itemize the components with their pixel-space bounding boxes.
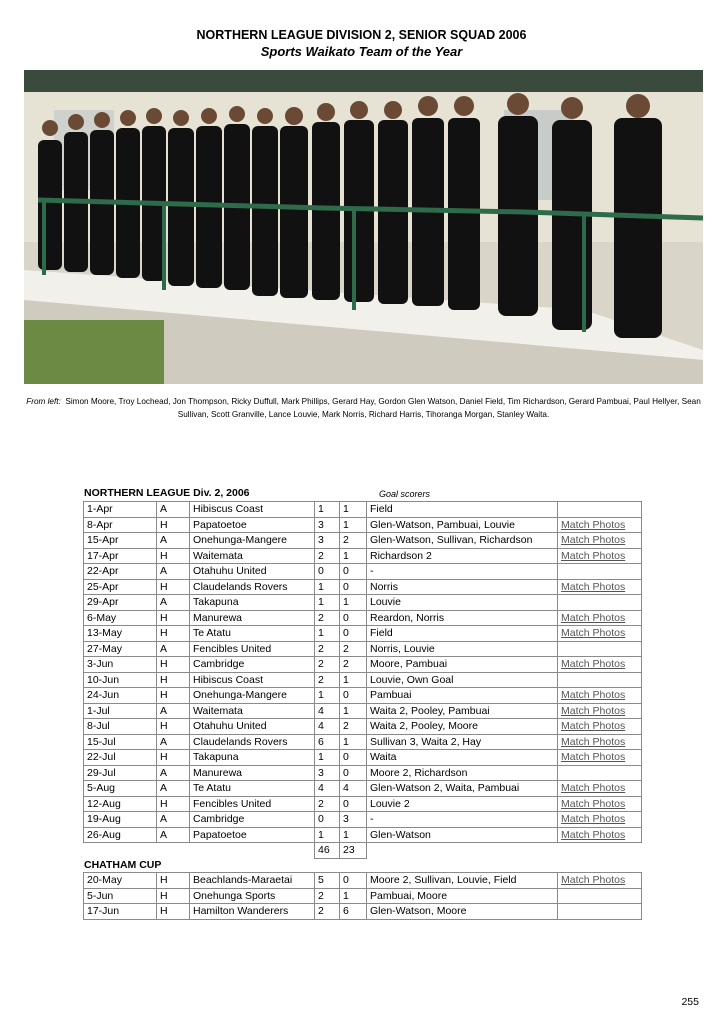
opponent-cell: Te Atatu [190,626,315,642]
empty-cell [84,843,157,859]
goals-against-cell: 0 [340,688,367,704]
venue-cell: A [157,781,190,797]
venue-cell: H [157,672,190,688]
opponent-cell: Papatoetoe [190,517,315,533]
match-row [84,641,642,657]
photos-link[interactable]: Match Photos [558,719,642,735]
scorers-cell: Richardson 2 [367,548,558,564]
goals-for-cell: 2 [315,548,340,564]
scorers-cell: Louvie, Own Goal [367,672,558,688]
goals-against-cell: 2 [340,641,367,657]
date-cell: 8-Jul [84,719,157,735]
date-cell: 29-Apr [84,595,157,611]
scorers-cell: Louvie [367,595,558,611]
goals-for-cell: 2 [315,904,340,920]
goals-against-cell: 0 [340,873,367,889]
photos-link [558,641,642,657]
goals-for-cell: 3 [315,765,340,781]
scorers-cell: Pambuai, Moore [367,888,558,904]
goals-against-cell: 1 [340,703,367,719]
photos-link [558,904,642,920]
venue-cell: H [157,796,190,812]
venue-cell: H [157,548,190,564]
goals-for-cell: 0 [315,564,340,580]
photos-link[interactable]: Match Photos [558,827,642,843]
date-cell: 5-Jun [84,888,157,904]
match-row [84,888,642,904]
date-cell: 15-Jul [84,734,157,750]
photos-link [558,672,642,688]
goals-against-cell: 1 [340,672,367,688]
empty-cell [157,843,190,859]
match-row [84,703,642,719]
goals-against-cell: 0 [340,750,367,766]
league-section-title: NORTHERN LEAGUE Div. 2, 2006 [84,487,250,499]
goals-for-cell: 1 [315,626,340,642]
scorers-cell: Louvie 2 [367,796,558,812]
venue-cell: A [157,827,190,843]
total-goals-against: 23 [340,843,367,859]
venue-cell: A [157,595,190,611]
venue-cell: A [157,564,190,580]
goals-against-cell: 0 [340,579,367,595]
goals-for-cell: 3 [315,517,340,533]
goals-for-cell: 4 [315,703,340,719]
match-row [84,873,642,889]
empty-cell [367,843,558,859]
opponent-cell: Fencibles United [190,796,315,812]
goals-against-cell: 1 [340,734,367,750]
venue-cell: H [157,657,190,673]
date-cell: 1-Apr [84,502,157,518]
opponent-cell: Onehunga-Mangere [190,688,315,704]
goals-against-cell: 1 [340,888,367,904]
photos-link [558,765,642,781]
goals-for-cell: 1 [315,750,340,766]
page-subtitle: Sports Waikato Team of the Year [260,44,463,59]
opponent-cell: Onehunga Sports [190,888,315,904]
scorers-cell: - [367,564,558,580]
photos-link[interactable]: Match Photos [558,750,642,766]
venue-cell: H [157,750,190,766]
photos-link[interactable]: Match Photos [558,548,642,564]
venue-cell: H [157,626,190,642]
scorers-cell: Norris [367,579,558,595]
empty-cell [190,843,315,859]
total-goals-for: 46 [315,843,340,859]
goals-for-cell: 1 [315,827,340,843]
date-cell: 20-May [84,873,157,889]
goals-against-cell: 4 [340,781,367,797]
match-row [84,564,642,580]
date-cell: 19-Aug [84,812,157,828]
scorers-cell: Glen-Watson 2, Waita, Pambuai [367,781,558,797]
photos-link[interactable]: Match Photos [558,533,642,549]
venue-cell: H [157,579,190,595]
photos-link[interactable]: Match Photos [558,657,642,673]
match-row [84,610,642,626]
scorers-cell: - [367,812,558,828]
goals-for-cell: 2 [315,672,340,688]
venue-cell: H [157,888,190,904]
date-cell: 22-Apr [84,564,157,580]
goals-for-cell: 2 [315,610,340,626]
goals-for-cell: 3 [315,533,340,549]
opponent-cell: Claudelands Rovers [190,734,315,750]
match-row [84,765,642,781]
goals-against-cell: 1 [340,548,367,564]
page-number: 255 [681,996,699,1008]
match-row [84,734,642,750]
venue-cell: H [157,904,190,920]
photos-link[interactable]: Match Photos [558,734,642,750]
goal-scorers-label: Goal scorers [379,489,431,499]
goals-for-cell: 2 [315,657,340,673]
date-cell: 10-Jun [84,672,157,688]
scorers-cell: Pambuai [367,688,558,704]
totals-row [84,843,642,859]
date-cell: 17-Apr [84,548,157,564]
opponent-cell: Manurewa [190,610,315,626]
opponent-cell: Waitemata [190,703,315,719]
goals-against-cell: 1 [340,595,367,611]
scorers-cell: Moore 2, Sullivan, Louvie, Field [367,873,558,889]
goals-against-cell: 0 [340,765,367,781]
caption-names: Simon Moore, Troy Lochead, Jon Thompson, Ricky Duffull, Mark Phillips, Gerard Hay, Gordon Glen Watson, Daniel Field, Tim Richardson, Gerard Pambuai, Paul Hellyer, Sean Sullivan, Scott Granville, Lance Louvie, Mark Norris, Richard Harris, Tihoranga Morgan, Stanley Waita. [65,397,701,419]
match-row [84,502,642,518]
scorers-cell: Waita 2, Pooley, Pambuai [367,703,558,719]
goals-for-cell: 1 [315,688,340,704]
match-row [84,827,642,843]
match-row [84,657,642,673]
photos-link[interactable]: Match Photos [558,579,642,595]
date-cell: 12-Aug [84,796,157,812]
page-title: NORTHERN LEAGUE DIVISION 2, SENIOR SQUAD 2006 [196,28,527,42]
goals-against-cell: 2 [340,533,367,549]
scorers-cell: Field [367,626,558,642]
venue-cell: A [157,502,190,518]
goals-for-cell: 4 [315,781,340,797]
match-row [84,579,642,595]
goals-against-cell: 2 [340,719,367,735]
scorers-cell: Waita [367,750,558,766]
venue-cell: A [157,703,190,719]
photos-link[interactable]: Match Photos [558,688,642,704]
goals-against-cell: 1 [340,827,367,843]
scorers-cell: Glen-Watson, Pambuai, Louvie [367,517,558,533]
venue-cell: A [157,641,190,657]
match-row [84,781,642,797]
venue-cell: H [157,517,190,533]
photos-link [558,564,642,580]
opponent-cell: Claudelands Rovers [190,579,315,595]
goals-against-cell: 0 [340,610,367,626]
photos-link [558,595,642,611]
opponent-cell: Papatoetoe [190,827,315,843]
opponent-cell: Hibiscus Coast [190,502,315,518]
photos-link[interactable]: Match Photos [558,626,642,642]
match-row [84,796,642,812]
photos-link[interactable]: Match Photos [558,703,642,719]
scorers-cell: Glen-Watson [367,827,558,843]
date-cell: 8-Apr [84,517,157,533]
scorers-cell: Glen-Watson, Sullivan, Richardson [367,533,558,549]
opponent-cell: Waitemata [190,548,315,564]
date-cell: 27-May [84,641,157,657]
match-row [84,672,642,688]
date-cell: 6-May [84,610,157,626]
match-row [84,595,642,611]
cup-results-table [83,872,642,920]
opponent-cell: Hibiscus Coast [190,672,315,688]
scorers-cell: Waita 2, Pooley, Moore [367,719,558,735]
goals-for-cell: 2 [315,641,340,657]
match-row [84,812,642,828]
goals-against-cell: 0 [340,564,367,580]
venue-cell: H [157,610,190,626]
match-row [84,719,642,735]
goals-against-cell: 0 [340,796,367,812]
match-row [84,750,642,766]
scorers-cell: Field [367,502,558,518]
scorers-cell: Moore, Pambuai [367,657,558,673]
opponent-cell: Onehunga-Mangere [190,533,315,549]
match-row [84,904,642,920]
goals-against-cell: 1 [340,517,367,533]
date-cell: 26-Aug [84,827,157,843]
match-row [84,533,642,549]
goals-against-cell: 6 [340,904,367,920]
opponent-cell: Takapuna [190,750,315,766]
date-cell: 15-Apr [84,533,157,549]
date-cell: 22-Jul [84,750,157,766]
photos-link[interactable]: Match Photos [558,873,642,889]
photo-caption [24,395,703,421]
venue-cell: A [157,765,190,781]
scorers-cell: Reardon, Norris [367,610,558,626]
venue-cell: A [157,533,190,549]
opponent-cell: Otahuhu United [190,564,315,580]
photos-link[interactable]: Match Photos [558,781,642,797]
goals-for-cell: 1 [315,595,340,611]
league-results-table [83,501,642,859]
date-cell: 17-Jun [84,904,157,920]
opponent-cell: Cambridge [190,812,315,828]
venue-cell: A [157,734,190,750]
photos-link [558,502,642,518]
match-row [84,688,642,704]
opponent-cell: Cambridge [190,657,315,673]
match-row [84,548,642,564]
venue-cell: H [157,873,190,889]
date-cell: 13-May [84,626,157,642]
venue-cell: H [157,688,190,704]
goals-for-cell: 2 [315,888,340,904]
date-cell: 1-Jul [84,703,157,719]
goals-for-cell: 1 [315,502,340,518]
photos-link[interactable]: Match Photos [558,517,642,533]
match-row [84,517,642,533]
goals-against-cell: 2 [340,657,367,673]
date-cell: 25-Apr [84,579,157,595]
opponent-cell: Beachlands-Maraetai [190,873,315,889]
goals-for-cell: 5 [315,873,340,889]
photos-link[interactable]: Match Photos [558,812,642,828]
opponent-cell: Takapuna [190,595,315,611]
venue-cell: A [157,812,190,828]
opponent-cell: Manurewa [190,765,315,781]
opponent-cell: Otahuhu United [190,719,315,735]
team-photo [24,70,703,384]
empty-cell [558,843,642,859]
scorers-cell: Sullivan 3, Waita 2, Hay [367,734,558,750]
goals-against-cell: 3 [340,812,367,828]
date-cell: 24-Jun [84,688,157,704]
scorers-cell: Glen-Watson, Moore [367,904,558,920]
opponent-cell: Hamilton Wanderers [190,904,315,920]
photos-link[interactable]: Match Photos [558,610,642,626]
photos-link [558,888,642,904]
date-cell: 3-Jun [84,657,157,673]
opponent-cell: Fencibles United [190,641,315,657]
goals-for-cell: 1 [315,579,340,595]
venue-cell: H [157,719,190,735]
opponent-cell: Te Atatu [190,781,315,797]
goals-against-cell: 1 [340,502,367,518]
caption-lead: From left: [26,397,61,406]
goals-for-cell: 0 [315,812,340,828]
scorers-cell: Moore 2, Richardson [367,765,558,781]
date-cell: 5-Aug [84,781,157,797]
photos-link[interactable]: Match Photos [558,796,642,812]
cup-section-title: CHATHAM CUP [84,859,162,871]
goals-for-cell: 6 [315,734,340,750]
goals-against-cell: 0 [340,626,367,642]
match-row [84,626,642,642]
scorers-cell: Norris, Louvie [367,641,558,657]
goals-for-cell: 4 [315,719,340,735]
goals-for-cell: 2 [315,796,340,812]
date-cell: 29-Jul [84,765,157,781]
